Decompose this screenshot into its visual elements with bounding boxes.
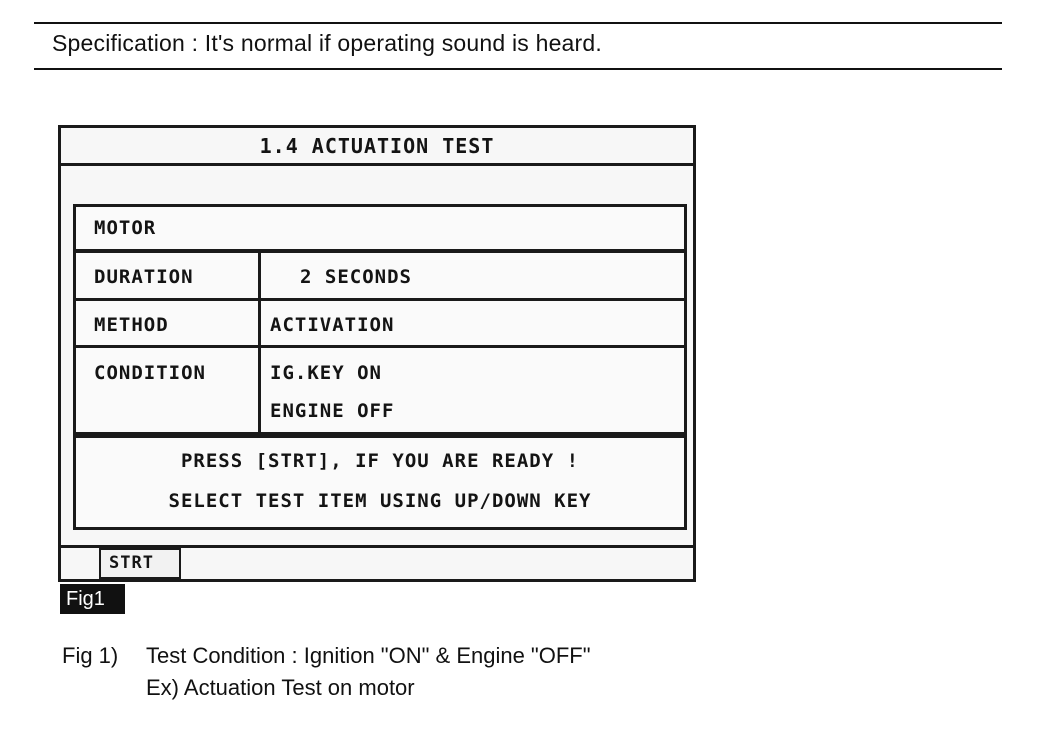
table-column-divider [258, 253, 261, 432]
table-row-divider [76, 345, 684, 348]
condition-value-engine: ENGINE OFF [270, 400, 395, 422]
start-button[interactable]: STRT [99, 548, 181, 579]
table-row-divider [76, 298, 684, 301]
duration-label: DURATION [94, 266, 194, 288]
duration-value: 2 SECONDS [300, 266, 412, 288]
figure-caption-example: Ex) Actuation Test on motor [146, 675, 415, 700]
test-parameter-table [73, 250, 687, 435]
specification-text: Specification : It's normal if operating sound is heard. [52, 30, 602, 56]
instruction-panel [73, 435, 687, 530]
figure-caption-condition: Test Condition : Ignition "ON" & Engine "OFF" [146, 643, 591, 668]
method-value: ACTIVATION [270, 314, 395, 336]
condition-value-ignition: IG.KEY ON [270, 362, 382, 384]
figure-tag: Fig1 [60, 584, 125, 614]
condition-label: CONDITION [94, 362, 206, 384]
top-rule [34, 22, 1002, 24]
method-label: METHOD [94, 314, 169, 336]
figure-caption-number: Fig 1) [62, 643, 119, 668]
instruction-press-start: PRESS [STRT], IF YOU ARE READY ! [180, 450, 580, 472]
instruction-select-item: SELECT TEST ITEM USING UP/DOWN KEY [168, 490, 592, 512]
test-item-row[interactable] [73, 204, 687, 252]
screen-title: 1.4 ACTUATION TEST [61, 128, 693, 166]
specification-underline [34, 68, 1002, 70]
test-item-label: MOTOR [94, 217, 157, 239]
actuation-test-screen [58, 125, 696, 582]
